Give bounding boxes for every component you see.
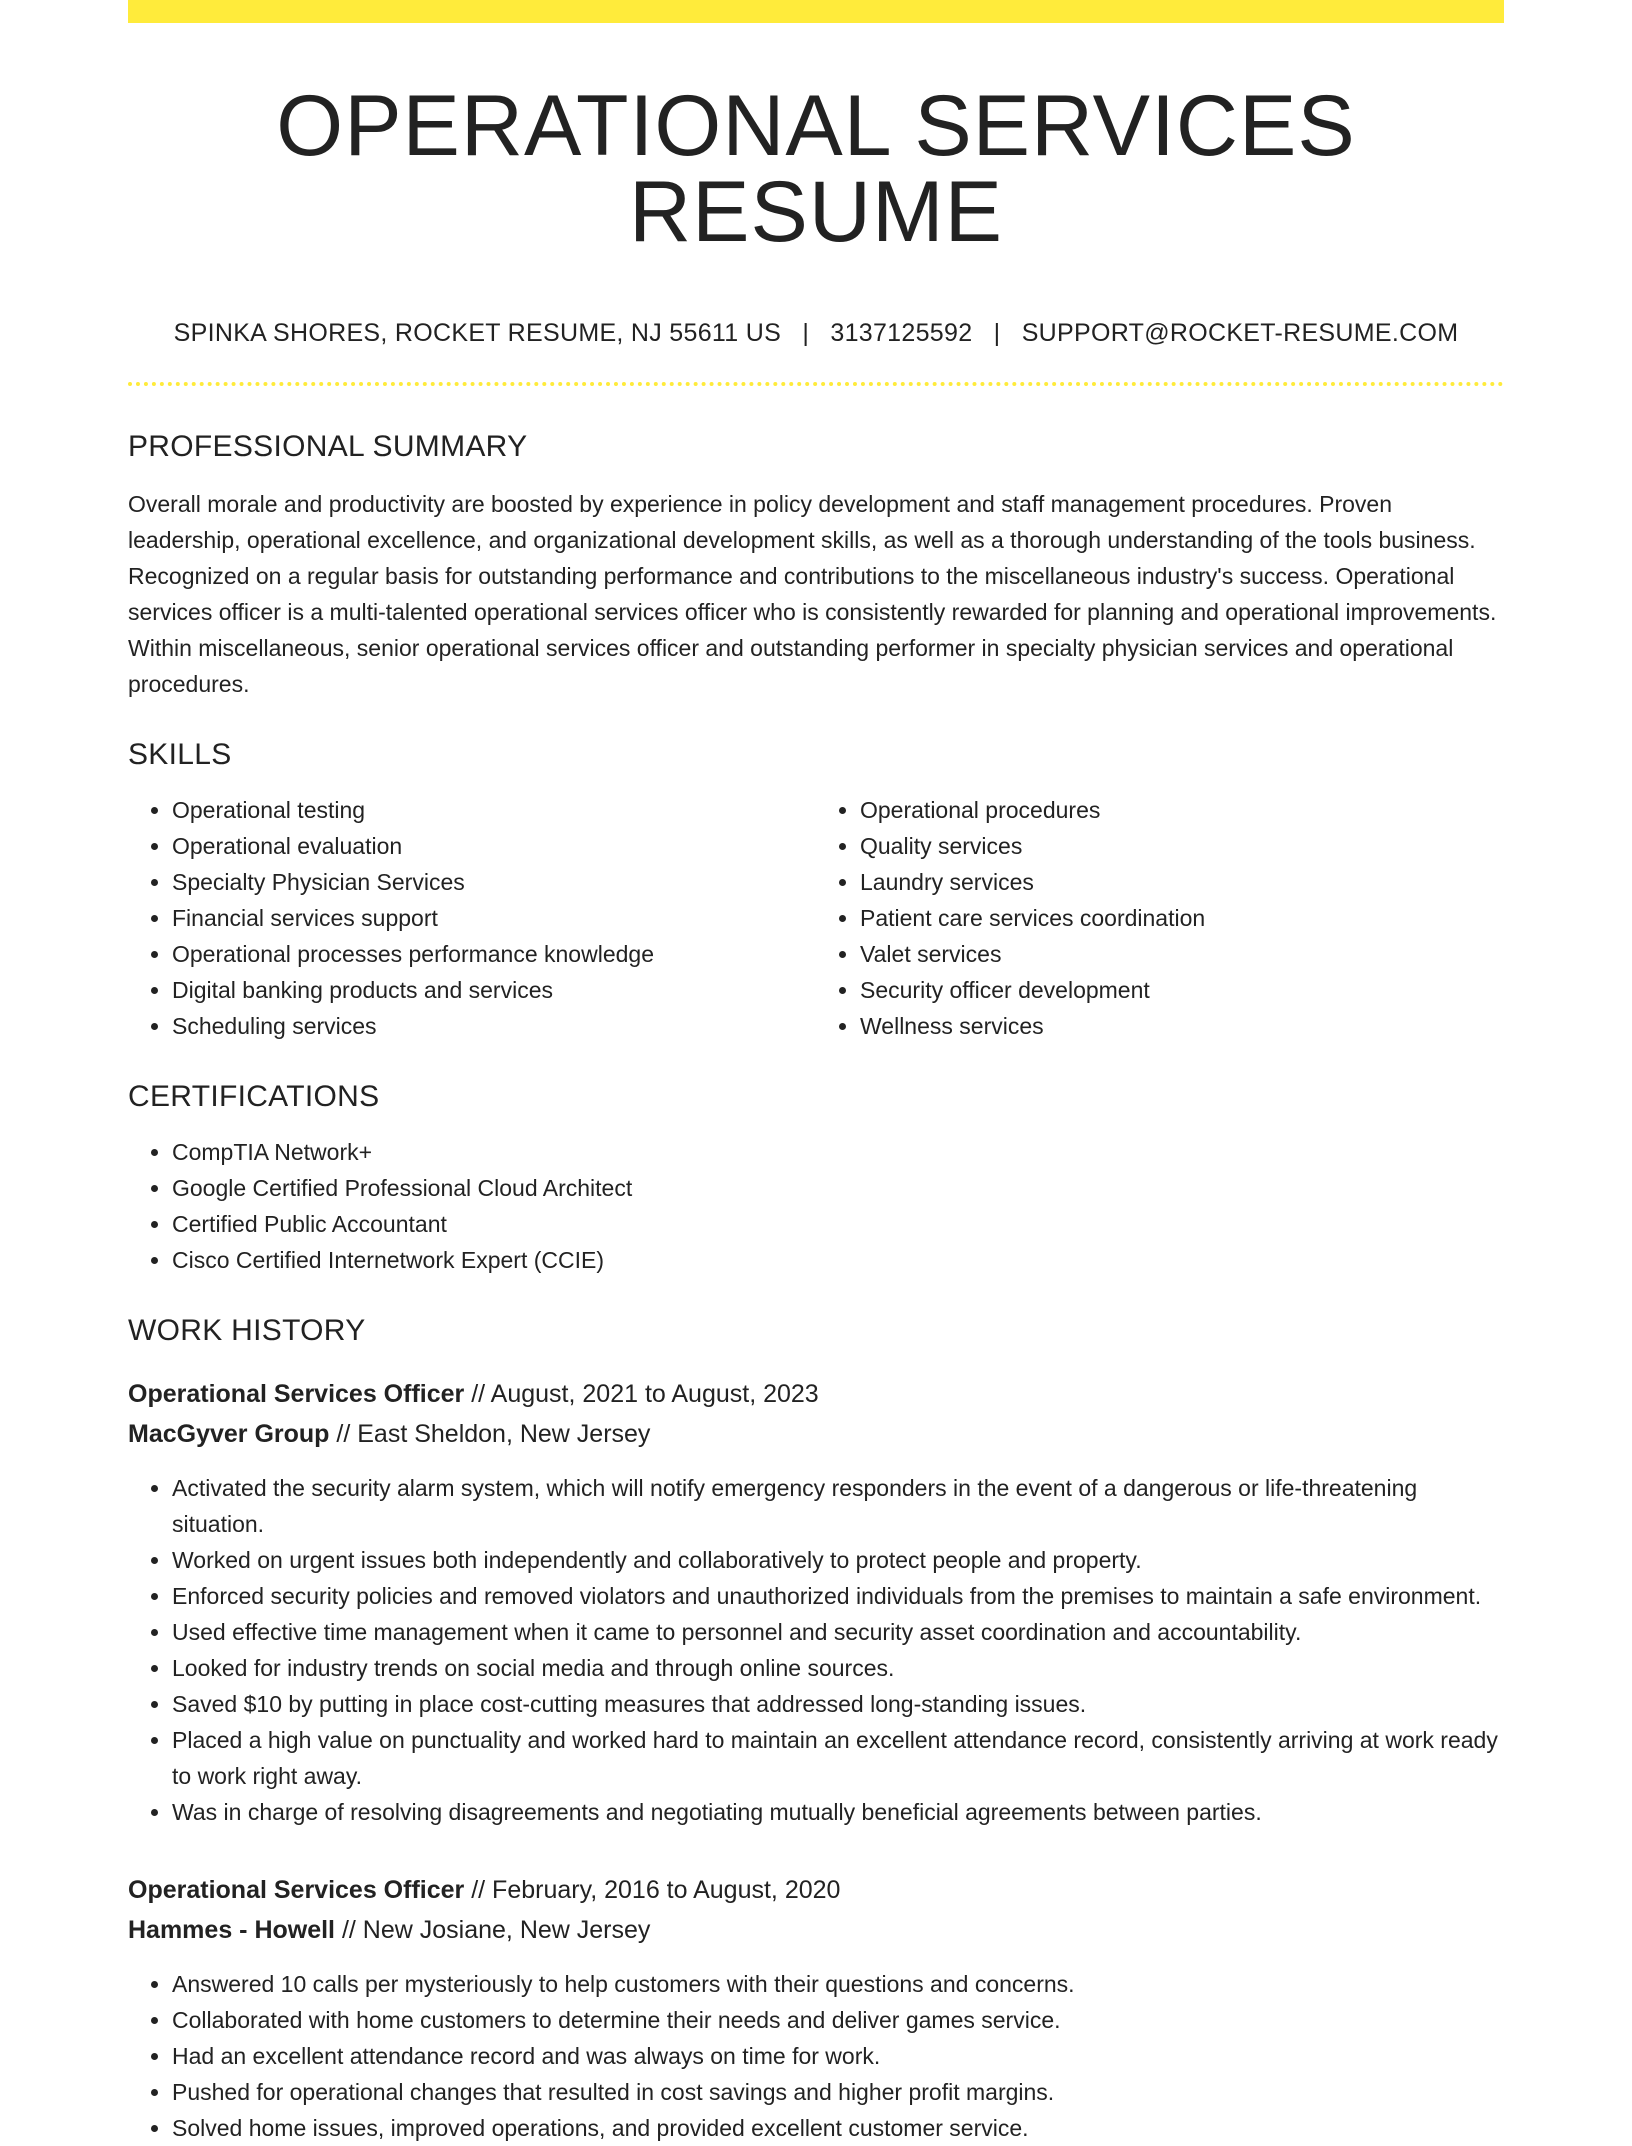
accent-top-bar xyxy=(128,0,1504,23)
job-company: Hammes - Howell xyxy=(128,1916,336,1944)
resume-page xyxy=(128,0,1504,2146)
contact-separator: | xyxy=(802,319,810,347)
skill-item: • Quality services xyxy=(860,828,1504,864)
contact-line xyxy=(128,319,1504,348)
certifications-heading: CERTIFICATIONS xyxy=(128,1080,380,1113)
job-location: // New Josiane, New Jersey xyxy=(335,1916,651,1944)
job-entry xyxy=(128,1870,1504,2146)
skill-item: • Operational evaluation xyxy=(172,828,816,864)
contact-email[interactable]: SUPPORT@ROCKET-RESUME.COM xyxy=(1021,319,1459,347)
job-bullet: • Worked on urgent issues both independently and collaboratively to protect people and property. xyxy=(172,1542,1504,1578)
certification-item: • CompTIA Network+ xyxy=(172,1134,1504,1170)
job-bullet: • Used effective time management when it came to personnel and security asset coordination and accountability. xyxy=(172,1614,1504,1650)
job-title: Operational Services Officer xyxy=(128,1876,465,1904)
work-history-heading: WORK HISTORY xyxy=(128,1314,366,1347)
job-bullet: • Placed a high value on punctuality and worked hard to maintain an excellent attendance record, consistently arriving at work ready to work right away. xyxy=(172,1722,1504,1794)
job-bullets xyxy=(128,1470,1504,1830)
work-history-list xyxy=(128,1374,1504,2146)
skill-item: • Financial services support xyxy=(172,900,816,936)
skill-item: • Operational testing xyxy=(172,792,816,828)
certifications-list xyxy=(128,1134,1504,1278)
job-dates: // August, 2021 to August, 2023 xyxy=(464,1380,819,1408)
certification-item: • Cisco Certified Internetwork Expert (CCIE) xyxy=(172,1242,1504,1278)
job-bullet: • Solved home issues, improved operations, and provided excellent customer service. xyxy=(172,2110,1504,2146)
job-bullet: • Answered 10 calls per mysteriously to help customers with their questions and concerns. xyxy=(172,1966,1504,2002)
job-company: MacGyver Group xyxy=(128,1420,330,1448)
job-bullet: • Activated the security alarm system, which will notify emergency responders in the event of a dangerous or life-threatening situation. xyxy=(172,1470,1504,1542)
job-title-line xyxy=(128,1374,1504,1414)
skill-item: • Digital banking products and services xyxy=(172,972,816,1008)
job-location: // East Sheldon, New Jersey xyxy=(329,1420,651,1448)
job-company-line xyxy=(128,1414,1504,1454)
contact-separator: | xyxy=(993,319,1001,347)
job-bullet: • Looked for industry trends on social media and through online sources. xyxy=(172,1650,1504,1686)
summary-heading: PROFESSIONAL SUMMARY xyxy=(128,430,528,463)
job-bullet: • Enforced security policies and removed violators and unauthorized individuals from the premises to maintain a safe environment. xyxy=(172,1578,1504,1614)
contact-phone[interactable]: 3137125592 xyxy=(830,319,973,347)
skill-item: • Scheduling services xyxy=(172,1008,816,1044)
skills-left-column xyxy=(128,792,816,1044)
certification-item: • Google Certified Professional Cloud Architect xyxy=(172,1170,1504,1206)
job-bullet: • Was in charge of resolving disagreements and negotiating mutually beneficial agreements between parties. xyxy=(172,1794,1504,1830)
skills-heading: SKILLS xyxy=(128,738,232,771)
job-bullet: • Had an excellent attendance record and was always on time for work. xyxy=(172,2038,1504,2074)
skill-item: • Operational procedures xyxy=(860,792,1504,828)
job-company-line xyxy=(128,1910,1504,1950)
job-bullet: • Saved $10 by putting in place cost-cutting measures that addressed long-standing issues. xyxy=(172,1686,1504,1722)
job-bullet: • Pushed for operational changes that resulted in cost savings and higher profit margins. xyxy=(172,2074,1504,2110)
certification-item: • Certified Public Accountant xyxy=(172,1206,1504,1242)
job-bullet: • Collaborated with home customers to determine their needs and deliver games service. xyxy=(172,2002,1504,2038)
job-bullets xyxy=(128,1966,1504,2146)
job-title-line xyxy=(128,1870,1504,1910)
job-title: Operational Services Officer xyxy=(128,1380,465,1408)
resume-title: OPERATIONAL SERVICES RESUME xyxy=(276,78,1356,260)
skill-item: • Operational processes performance knowledge xyxy=(172,936,816,972)
job-entry xyxy=(128,1374,1504,1830)
skills-right-column xyxy=(816,792,1504,1044)
job-dates: // February, 2016 to August, 2020 xyxy=(464,1876,841,1904)
summary-text: Overall morale and productivity are boosted by experience in policy development and staff management procedures. Proven leadership, operational excellence, and organizational development skills, as well as a thorough understanding of the tools business. Recognized on a regular basis for outstanding performance and contributions to the miscellaneous industry's success. Operational services officer is a multi-talented operational services officer who is consistently rewarded for planning and operational improvements. Within miscellaneous, senior operational services officer and outstanding performer in specialty physician services and operational procedures. xyxy=(128,491,1497,697)
dotted-divider xyxy=(128,382,1504,386)
skill-item: • Specialty Physician Services xyxy=(172,864,816,900)
skill-item: • Security officer development xyxy=(860,972,1504,1008)
skill-item: • Valet services xyxy=(860,936,1504,972)
skill-item: • Laundry services xyxy=(860,864,1504,900)
skill-item: • Patient care services coordination xyxy=(860,900,1504,936)
skill-item: • Wellness services xyxy=(860,1008,1504,1044)
skills-grid xyxy=(128,792,1504,1044)
contact-address: SPINKA SHORES, ROCKET RESUME, NJ 55611 US xyxy=(173,319,782,347)
